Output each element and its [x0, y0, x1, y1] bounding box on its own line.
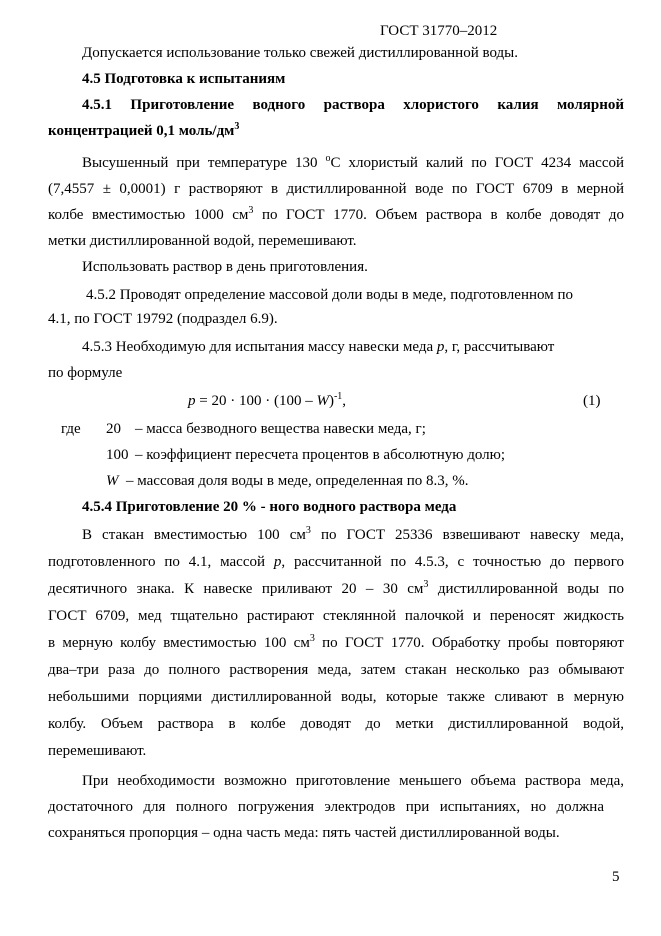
section-4-5-1-heading-line2: концентрацией 0,1 моль/$дм^3$: [48, 121, 240, 139]
section-4-5-4-line6: два–три раза до полного растворения меда, затем стакан несколько раз обмывают: [48, 662, 624, 678]
formula-number: (1): [583, 393, 601, 409]
where-word: где: [61, 421, 81, 437]
section-4-5-1-body-line4: метки дистиллированной водой, перемешивают.: [48, 233, 357, 249]
standard-header: ГОСТ 31770–2012: [380, 23, 498, 39]
legend-symbol-20: 20: [106, 421, 121, 437]
section-4-5-4-line5: в мерную колбу вместимостью 100 $см^3$ по ГОСТ 1770. Обработку пробы повторяют: [48, 633, 624, 651]
section-4-5-4-line3: десятичного знака. К навеске приливают 20 – 30 $см^3$ дистиллированной воды по: [48, 579, 625, 597]
section-4-5-1-heading-line1: 4.5.1 Приготовление водного раствора хлористого калия молярной: [82, 97, 624, 113]
page-number: 5: [612, 869, 620, 885]
legend-text-100: – коэффициент пересчета процентов в абсолютную долю;: [135, 447, 505, 463]
use-note: Использовать раствор в день приготовления.: [82, 259, 368, 275]
section-4-5-1-body-line3: колбе вместимостью 1000 $см^3$ по ГОСТ 1770. Объем раствора в колбе доводят до: [48, 205, 624, 223]
section-4-5-heading: 4.5 Подготовка к испытаниям: [82, 71, 286, 87]
section-4-5-2-line2: 4.1, по ГОСТ 19792 (подраздел 6.9).: [48, 311, 278, 327]
final-paragraph-line3: сохраняться пропорция – одна часть меда: пять частей дистиллированной воды.: [48, 825, 560, 841]
legend-symbol-w: W: [106, 473, 119, 489]
section-4-5-4-heading: 4.5.4 Приготовление 20 % - ного водного раствора меда: [82, 499, 457, 515]
section-4-5-3-line1: 4.5.3 Необходимую для испытания массу навески меда p, г, рассчитывают: [82, 339, 555, 355]
final-paragraph-line2: достаточного для полного погружения электродов при испытаниях, но должна: [48, 799, 604, 815]
legend-text-20: – масса безводного вещества навески меда, г;: [135, 421, 426, 437]
section-4-5-4-line8: колбу. Объем раствора в колбе доводят до метки дистиллированной водой,: [48, 716, 624, 732]
section-4-5-1-body-line2: (7,4557 ± 0,0001) г растворяют в дистиллированной воде по ГОСТ 6709 в мерной: [48, 181, 624, 197]
section-4-5-1-body-line1: Высушенный при температуре 130 $^о$С хлористый калий по ГОСТ 4234 массой: [82, 153, 625, 171]
section-4-5-4-line9: перемешивают.: [48, 743, 147, 759]
section-4-5-4-line1: В стакан вместимостью 100 $см^3$ по ГОСТ 25336 взвешивают навеску меда,: [82, 525, 624, 543]
section-4-5-4-line4: ГОСТ 6709, мед тщательно растирают стеклянной палочкой и переносят жидкость: [48, 608, 624, 624]
legend-text-w: – массовая доля воды в меде, определенная по 8.3, %.: [126, 473, 469, 489]
final-paragraph-line1: При необходимости возможно приготовление меньшего объема раствора меда,: [82, 773, 624, 789]
section-4-5-4-line2: подготовленного по 4.1, массой p, рассчитанной по 4.5.3, с точностью до первого: [48, 554, 624, 570]
formula: p = 20 · 100 · (100 – W)$^{-1}$,: [188, 391, 347, 409]
section-4-5-4-line7: небольшими порциями дистиллированной воды, которые также сливают в мерную: [48, 689, 624, 705]
legend-symbol-100: 100: [106, 447, 129, 463]
section-4-5-2-line1: 4.5.2 Проводят определение массовой доли воды в меде, подготовленном по: [86, 287, 573, 303]
section-4-5-3-line2: по формуле: [48, 365, 123, 381]
intro-paragraph: Допускается использование только свежей дистиллированной воды.: [82, 45, 518, 61]
